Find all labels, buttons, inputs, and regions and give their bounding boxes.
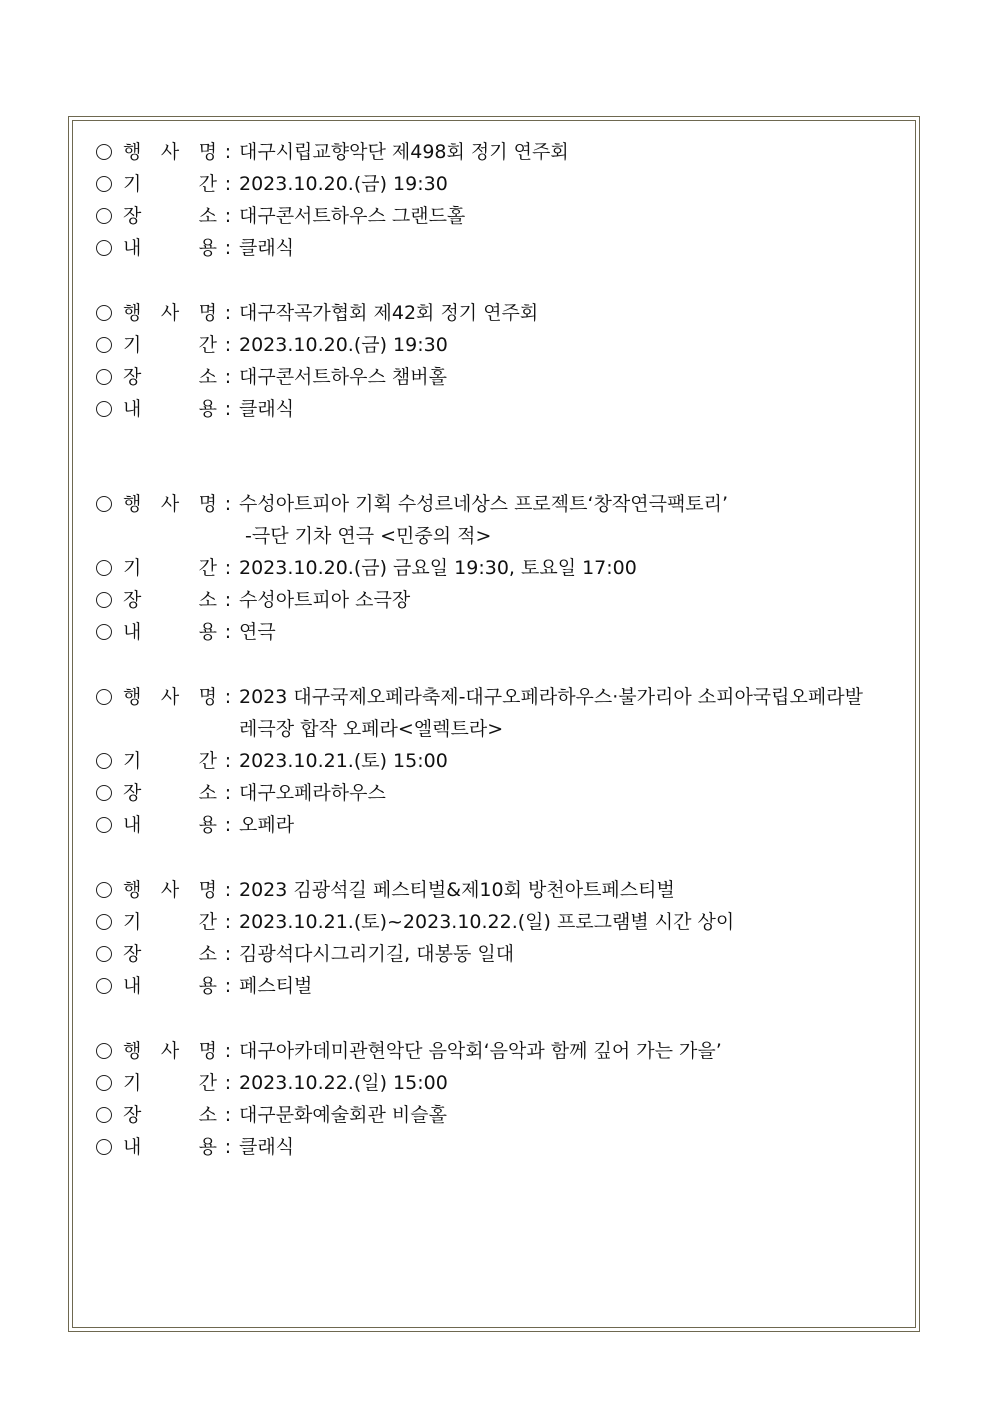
event-place-value: 대구문화예술회관 비슬홀 — [239, 1104, 447, 1126]
circle-bullet-icon — [96, 914, 112, 930]
period-label: 기 간 — [123, 1072, 217, 1094]
event-period-value: 2023.10.20.(금) 금요일 19:30, 토요일 17:00 — [239, 557, 637, 579]
circle-bullet-icon — [96, 369, 112, 385]
colon: : — [224, 879, 232, 901]
event-content-row — [96, 232, 906, 264]
event-entry — [96, 488, 906, 648]
event-period-row — [96, 906, 906, 938]
event-name-row — [96, 488, 906, 552]
circle-bullet-icon — [96, 560, 112, 576]
event-period-value: 2023.10.21.(토)~2023.10.22.(일) 프로그램별 시간 상이 — [239, 911, 735, 933]
event-place-value: 대구콘서트하우스 챔버홀 — [239, 366, 447, 388]
circle-bullet-icon — [96, 946, 112, 962]
name-label: 행 사 명 — [123, 686, 217, 708]
name-label: 행 사 명 — [123, 493, 217, 515]
colon: : — [224, 782, 232, 804]
circle-bullet-icon — [96, 817, 112, 833]
event-period-value: 2023.10.21.(토) 15:00 — [239, 750, 448, 772]
colon: : — [224, 1104, 232, 1126]
content-label: 내 용 — [123, 1136, 217, 1158]
period-label: 기 간 — [123, 750, 217, 772]
colon: : — [224, 493, 232, 515]
circle-bullet-icon — [96, 882, 112, 898]
circle-bullet-icon — [96, 1107, 112, 1123]
event-place-value: 김광석다시그리기길, 대봉동 일대 — [239, 943, 515, 965]
period-label: 기 간 — [123, 911, 217, 933]
circle-bullet-icon — [96, 1075, 112, 1091]
event-place-value: 수성아트피아 소극장 — [239, 589, 411, 611]
circle-bullet-icon — [96, 496, 112, 512]
colon: : — [224, 975, 232, 997]
content-label: 내 용 — [123, 814, 217, 836]
event-name-line: 수성아트피아 기획 수성르네상스 프로젝트‘창작연극팩토리’ — [239, 493, 729, 515]
circle-bullet-icon — [96, 240, 112, 256]
event-content-row — [96, 970, 906, 1002]
circle-bullet-icon — [96, 144, 112, 160]
colon: : — [224, 1040, 232, 1062]
circle-bullet-icon — [96, 785, 112, 801]
event-entry — [96, 681, 906, 841]
spacer — [96, 648, 906, 681]
colon: : — [224, 398, 232, 420]
circle-bullet-icon — [96, 1139, 112, 1155]
circle-bullet-icon — [96, 401, 112, 417]
event-content-row — [96, 1131, 906, 1163]
place-label: 장 소 — [123, 366, 217, 388]
colon: : — [224, 621, 232, 643]
spacer — [96, 264, 906, 297]
event-place-value: 대구오페라하우스 — [239, 782, 386, 804]
colon: : — [224, 589, 232, 611]
event-content-row — [96, 616, 906, 648]
circle-bullet-icon — [96, 208, 112, 224]
colon: : — [224, 686, 232, 708]
event-period-row — [96, 552, 906, 584]
event-content-value: 클래식 — [239, 1136, 295, 1158]
period-label: 기 간 — [123, 557, 217, 579]
colon: : — [224, 141, 232, 163]
content-label: 내 용 — [123, 975, 217, 997]
event-place-row — [96, 584, 906, 616]
event-name-line: 2023 대구국제오페라축제-대구오페라하우스·불가리아 소피아국립오페라발 — [239, 686, 863, 708]
event-period-value: 2023.10.22.(일) 15:00 — [239, 1072, 448, 1094]
event-place-row — [96, 361, 906, 393]
event-content-value: 오페라 — [239, 814, 295, 836]
place-label: 장 소 — [123, 782, 217, 804]
event-place-row — [96, 200, 906, 232]
colon: : — [224, 205, 232, 227]
event-name-line: 레극장 합작 오페라<엘렉트라> — [239, 718, 504, 740]
period-label: 기 간 — [123, 334, 217, 356]
event-place-value: 대구콘서트하우스 그랜드홀 — [239, 205, 466, 227]
event-content-row — [96, 809, 906, 841]
colon: : — [224, 911, 232, 933]
name-label: 행 사 명 — [123, 302, 217, 324]
event-name-value — [239, 681, 906, 745]
event-period-value: 2023.10.20.(금) 19:30 — [239, 173, 448, 195]
circle-bullet-icon — [96, 337, 112, 353]
place-label: 장 소 — [123, 589, 217, 611]
event-place-row — [96, 1099, 906, 1131]
content-label: 내 용 — [123, 237, 217, 259]
event-name-line: -극단 기차 연극 <민중의 적> — [245, 525, 492, 547]
spacer — [96, 1002, 906, 1035]
spacer — [96, 841, 906, 874]
event-name-row — [96, 1035, 906, 1067]
event-name-value: 대구아카데미관현악단 음악회‘음악과 함께 깊어 가는 가을’ — [239, 1040, 722, 1062]
colon: : — [224, 750, 232, 772]
circle-bullet-icon — [96, 305, 112, 321]
place-label: 장 소 — [123, 205, 217, 227]
colon: : — [224, 366, 232, 388]
event-entry — [96, 297, 906, 425]
event-name-value — [239, 488, 906, 552]
event-content-row — [96, 393, 906, 425]
event-name-value: 대구시립교향악단 제498회 정기 연주회 — [239, 141, 569, 163]
name-label: 행 사 명 — [123, 879, 217, 901]
circle-bullet-icon — [96, 689, 112, 705]
circle-bullet-icon — [96, 624, 112, 640]
content-label: 내 용 — [123, 398, 217, 420]
circle-bullet-icon — [96, 592, 112, 608]
event-name-row — [96, 136, 906, 168]
circle-bullet-icon — [96, 1043, 112, 1059]
event-name-value: 2023 김광석길 페스티벌&제10회 방천아트페스티벌 — [239, 879, 675, 901]
circle-bullet-icon — [96, 753, 112, 769]
event-entry — [96, 136, 906, 264]
event-list — [96, 136, 906, 1163]
event-content-value: 클래식 — [239, 398, 295, 420]
event-name-value: 대구작곡가협회 제42회 정기 연주회 — [239, 302, 539, 324]
colon: : — [224, 173, 232, 195]
event-content-value: 페스티벌 — [239, 975, 313, 997]
event-name-row — [96, 874, 906, 906]
circle-bullet-icon — [96, 176, 112, 192]
name-label: 행 사 명 — [123, 141, 217, 163]
colon: : — [224, 557, 232, 579]
event-place-row — [96, 938, 906, 970]
period-label: 기 간 — [123, 173, 217, 195]
place-label: 장 소 — [123, 1104, 217, 1126]
colon: : — [224, 302, 232, 324]
event-entry — [96, 1035, 906, 1163]
content-label: 내 용 — [123, 621, 217, 643]
place-label: 장 소 — [123, 943, 217, 965]
event-name-row — [96, 681, 906, 745]
colon: : — [224, 1072, 232, 1094]
event-name-row — [96, 297, 906, 329]
event-period-row — [96, 168, 906, 200]
event-entry — [96, 874, 906, 1002]
colon: : — [224, 814, 232, 836]
event-place-row — [96, 777, 906, 809]
colon: : — [224, 943, 232, 965]
circle-bullet-icon — [96, 978, 112, 994]
event-content-value: 연극 — [239, 621, 276, 643]
colon: : — [224, 1136, 232, 1158]
event-content-value: 클래식 — [239, 237, 295, 259]
event-period-value: 2023.10.20.(금) 19:30 — [239, 334, 448, 356]
colon: : — [224, 237, 232, 259]
spacer — [96, 425, 906, 488]
event-period-row — [96, 1067, 906, 1099]
colon: : — [224, 334, 232, 356]
event-period-row — [96, 745, 906, 777]
name-label: 행 사 명 — [123, 1040, 217, 1062]
event-period-row — [96, 329, 906, 361]
